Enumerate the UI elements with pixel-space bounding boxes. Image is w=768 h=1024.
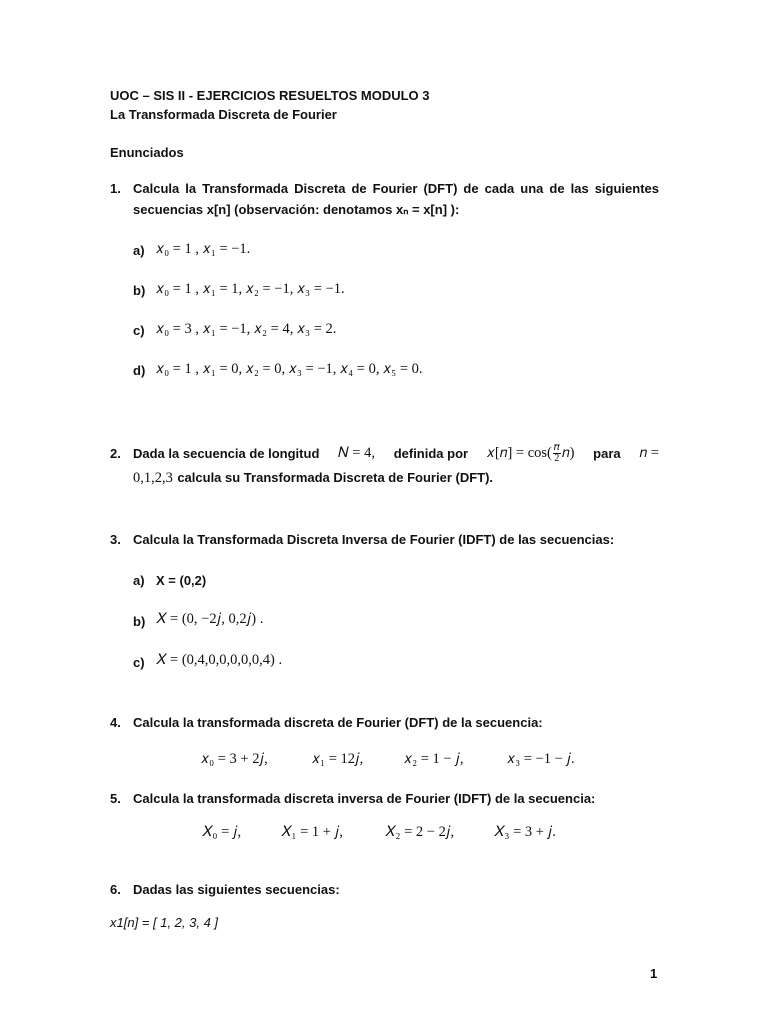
q6-seq1: x1[n] = [ 1, 2, 3, 4 ]	[110, 915, 219, 930]
q2-text-1: Dada la secuencia de longitud	[133, 445, 320, 461]
q6-number: 6.	[110, 882, 121, 897]
q2-math-x: 𝑥[𝑛] = cos(	[486, 444, 552, 461]
q3-text: Calcula la Transformada Discreta Inversa de Fourier (IDFT) de las secuencias:	[133, 532, 615, 547]
q5-term-0: 𝑋₀ = 𝑗,	[202, 824, 242, 840]
q2-math-n: 𝑛)	[561, 444, 575, 461]
q1-item-b-expr: 𝑥₀ = 1 , 𝑥₁ = 1, 𝑥₂ = −1, 𝑥₃ = −1.	[156, 281, 345, 297]
q3-item-a-label: a)	[133, 573, 145, 588]
q1-item-a-label: a)	[133, 243, 145, 258]
q4-term-0: 𝑥₀ = 3 + 2𝑗,	[201, 751, 268, 767]
doc-title: UOC – SIS II - EJERCICIOS RESUELTOS MODULO 3	[110, 88, 430, 103]
q1-number: 1.	[110, 181, 121, 196]
q3-item-a-expr: X = (0,2)	[156, 573, 207, 588]
q5-term-2: 𝑋₂ = 2 − 2𝑗,	[385, 824, 455, 840]
q2-math-n-eq: 𝑛 =	[639, 444, 659, 461]
q4-term-1: 𝑥₁ = 12𝑗,	[312, 751, 364, 767]
q2-line2	[133, 469, 493, 487]
q2-math-def	[487, 443, 575, 464]
q1-line1: Calcula la Transformada Discreta de Fourier (DFT) de cada una de las siguientes	[133, 181, 659, 196]
q5-term-1: 𝑋₁ = 1 + 𝑗,	[281, 824, 343, 840]
q6-text: Dadas las siguientes secuencias:	[133, 882, 340, 897]
q1-item-b-label: b)	[133, 283, 146, 298]
q4-term-2: 𝑥₂ = 1 − 𝑗,	[404, 751, 464, 767]
q1-line2: secuencias x[n] (observación: denotamos xₙ = x[n] ):	[133, 202, 460, 217]
q5-term-3: 𝑋₃ = 3 + 𝑗.	[494, 824, 556, 840]
q2-line1	[133, 438, 659, 468]
q2-math-N: 𝑁 = 4,	[338, 444, 375, 461]
q1-item-c-expr: 𝑥₀ = 3 , 𝑥₁ = −1, 𝑥₂ = 4, 𝑥₃ = 2.	[156, 321, 337, 337]
q2-fraction	[553, 443, 561, 464]
q2-number: 2.	[110, 446, 121, 461]
q1-item-d-label: d)	[133, 363, 146, 378]
q3-number: 3.	[110, 532, 121, 547]
q5-text: Calcula la transformada discreta inversa de Fourier (IDFT) de la secuencia:	[133, 791, 596, 806]
q2-text-3: para	[593, 445, 621, 461]
q4-text: Calcula la transformada discreta de Fourier (DFT) de la secuencia:	[133, 715, 543, 730]
q2-frac-bottom: 2	[554, 452, 560, 464]
q1-item-c-label: c)	[133, 323, 145, 338]
q2-text-2: definida por	[393, 445, 469, 461]
q1-item-d-expr: 𝑥₀ = 1 , 𝑥₁ = 0, 𝑥₂ = 0, 𝑥₃ = −1, 𝑥₄ = 0, 𝑥₅ = 0.	[156, 361, 423, 377]
q3-item-c-expr: 𝑋 = (0,4,0,0,0,0,0,4) .	[156, 652, 283, 668]
q2-frac-top: 𝜋	[553, 441, 560, 453]
q4-term-3: 𝑥₃ = −1 − 𝑗.	[507, 751, 575, 767]
q3-item-b-expr: 𝑋 = (0, −2𝑗, 0,2𝑗) .	[156, 611, 264, 627]
q3-item-c-label: c)	[133, 655, 145, 670]
doc-subtitle: La Transformada Discreta de Fourier	[110, 107, 337, 122]
section-heading: Enunciados	[110, 145, 184, 160]
q5-number: 5.	[110, 791, 121, 806]
q4-number: 4.	[110, 715, 121, 730]
q3-item-b-label: b)	[133, 614, 146, 629]
q2-math-values: 0,1,2,3	[133, 470, 173, 486]
q2-text-4: calcula su Transformada Discreta de Fourier (DFT).	[177, 470, 494, 485]
q1-item-a-expr: 𝑥₀ = 1 , 𝑥₁ = −1.	[156, 241, 251, 257]
page-number: 1	[650, 966, 658, 981]
